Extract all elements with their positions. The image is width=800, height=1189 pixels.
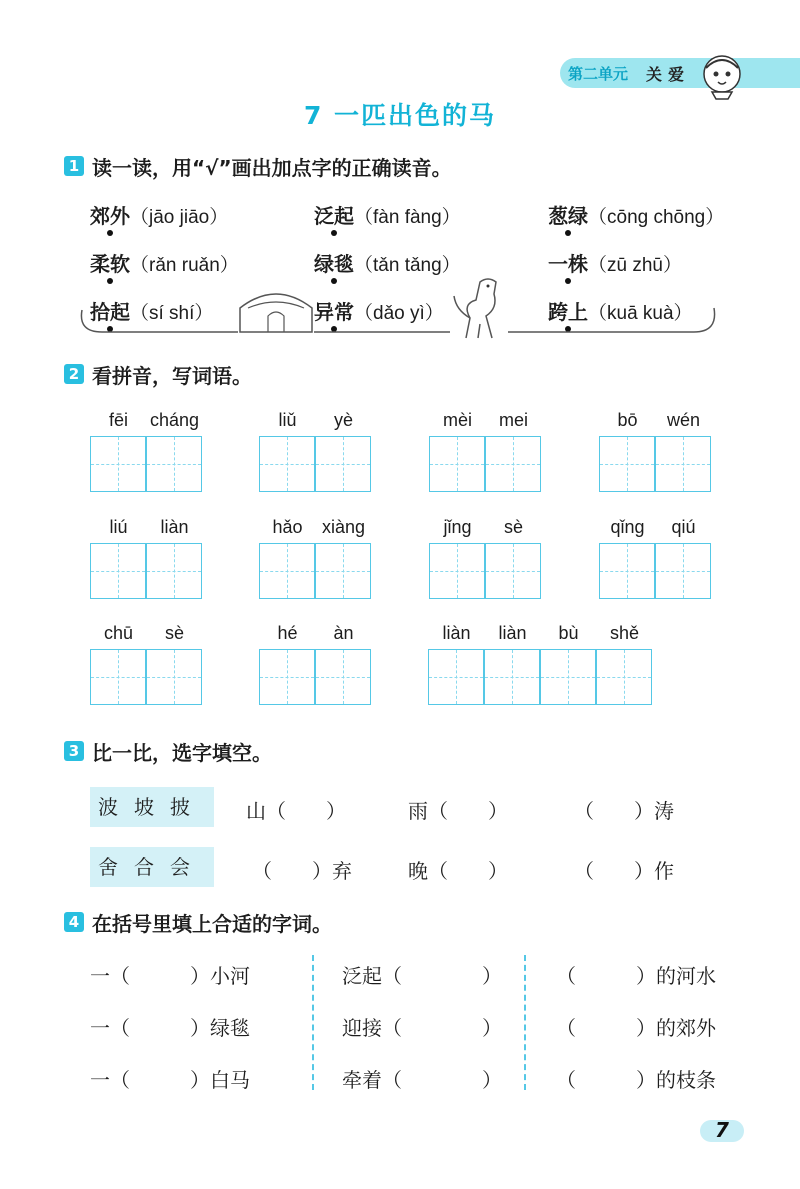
pinyin-label: chū	[103, 623, 134, 643]
fill-blank[interactable]: 一（ ）白马	[90, 1068, 250, 1092]
writing-box[interactable]	[146, 436, 202, 492]
reading-item: 郊外（jāo jiāo）	[90, 204, 229, 228]
pinyin-label: bō	[617, 410, 638, 430]
pinyin-label: wén	[666, 410, 701, 430]
question-1-instruction: 读一读，用“√”画出加点字的正确读音。	[92, 156, 452, 180]
question-1-badge: 1	[64, 156, 84, 176]
question-3-badge: 3	[64, 741, 84, 761]
writing-box[interactable]	[146, 543, 202, 599]
lesson-title: 7 一匹出色的马	[303, 101, 497, 130]
column-divider	[312, 955, 314, 1090]
pinyin-label: liú	[109, 517, 128, 537]
fill-blank[interactable]: （ ）弃	[252, 859, 352, 883]
pinyin-label: àn	[333, 623, 354, 643]
fill-blank[interactable]: 晚（ ）	[408, 859, 508, 883]
pinyin-label: fēi	[108, 410, 128, 430]
reading-item: 一株（zū zhū）	[548, 252, 682, 276]
fill-blank[interactable]: （ ）的枝条	[556, 1068, 716, 1092]
reading-item: 柔软（rǎn ruǎn）	[90, 252, 239, 276]
fill-blank[interactable]: （ ）作	[574, 859, 674, 883]
writing-box[interactable]	[259, 543, 315, 599]
question-2-instruction: 看拼音，写词语。	[92, 364, 252, 388]
pinyin-label: bù	[558, 623, 579, 643]
fill-blank[interactable]: （ ）的河水	[556, 964, 716, 988]
writing-box[interactable]	[485, 436, 541, 492]
pinyin-label: shě	[609, 623, 640, 643]
pinyin-label: mei	[498, 410, 528, 430]
pinyin-label: cháng	[149, 410, 200, 430]
choice-characters: 波坡披	[90, 787, 214, 827]
fill-blank[interactable]: 山（ ）	[246, 799, 346, 823]
pinyin-label: hé	[277, 623, 298, 643]
writing-box[interactable]	[259, 436, 315, 492]
writing-box[interactable]	[315, 649, 371, 705]
pinyin-label: qǐng	[610, 517, 645, 537]
pinyin-label: liàn	[498, 623, 527, 643]
writing-box[interactable]	[146, 649, 202, 705]
pinyin-label: sè	[164, 623, 184, 643]
reading-item: 葱绿（cōng chōng）	[548, 204, 725, 228]
child-mascot-icon	[698, 52, 746, 100]
writing-box[interactable]	[428, 649, 484, 705]
pinyin-label: jǐng	[443, 517, 472, 537]
choice-characters: 舍合会	[90, 847, 214, 887]
pinyin-label: xiàng	[321, 517, 366, 537]
fill-blank[interactable]: 迎接（ ）	[342, 1016, 502, 1040]
question-3-instruction: 比一比，选字填空。	[92, 741, 272, 765]
fill-blank[interactable]: 雨（ ）	[408, 799, 508, 823]
pinyin-label: qiú	[671, 517, 696, 537]
unit-name: 第二单元	[568, 65, 629, 83]
reading-item: 拾起（sí shí）	[90, 300, 214, 324]
pinyin-label: liàn	[160, 517, 189, 537]
writing-box[interactable]	[596, 649, 652, 705]
writing-box[interactable]	[655, 543, 711, 599]
pinyin-label: mèi	[442, 410, 472, 430]
decorative-ground-line	[78, 268, 728, 348]
writing-box[interactable]	[484, 649, 540, 705]
writing-box[interactable]	[259, 649, 315, 705]
pinyin-label: sè	[503, 517, 523, 537]
writing-box[interactable]	[540, 649, 596, 705]
writing-box[interactable]	[655, 436, 711, 492]
fill-blank[interactable]: 一（ ）绿毯	[90, 1016, 250, 1040]
reading-item: 泛起（fàn fàng）	[314, 204, 461, 228]
writing-box[interactable]	[599, 543, 655, 599]
fill-blank[interactable]: 牵着（ ）	[342, 1068, 502, 1092]
unit-theme: 关爱	[646, 65, 691, 84]
writing-box[interactable]	[90, 543, 146, 599]
writing-box[interactable]	[429, 436, 485, 492]
question-4-badge: 4	[64, 912, 84, 932]
fill-blank[interactable]: （ ）涛	[574, 799, 674, 823]
pinyin-label: liǔ	[278, 410, 297, 430]
writing-box[interactable]	[90, 436, 146, 492]
yurt-icon	[240, 294, 312, 332]
reading-item: 跨上（kuā kuà）	[548, 300, 693, 324]
writing-box[interactable]	[90, 649, 146, 705]
fill-blank[interactable]: 一（ ）小河	[90, 964, 250, 988]
reading-item: 异常（dǎo yì）	[314, 300, 444, 324]
question-2-badge: 2	[64, 364, 84, 384]
horse-icon	[454, 279, 496, 338]
writing-box[interactable]	[429, 543, 485, 599]
writing-box[interactable]	[315, 543, 371, 599]
reading-item: 绿毯（tǎn tǎng）	[314, 252, 461, 276]
column-divider	[524, 955, 526, 1090]
writing-box[interactable]	[315, 436, 371, 492]
fill-blank[interactable]: 泛起（ ）	[342, 964, 502, 988]
question-4-instruction: 在括号里填上合适的字词。	[92, 912, 332, 936]
page-number: 7	[715, 1118, 729, 1142]
writing-box[interactable]	[485, 543, 541, 599]
pinyin-label: liàn	[442, 623, 471, 643]
pinyin-label: hǎo	[272, 517, 303, 537]
fill-blank[interactable]: （ ）的郊外	[556, 1016, 716, 1040]
pinyin-label: yè	[333, 410, 353, 430]
writing-box[interactable]	[599, 436, 655, 492]
